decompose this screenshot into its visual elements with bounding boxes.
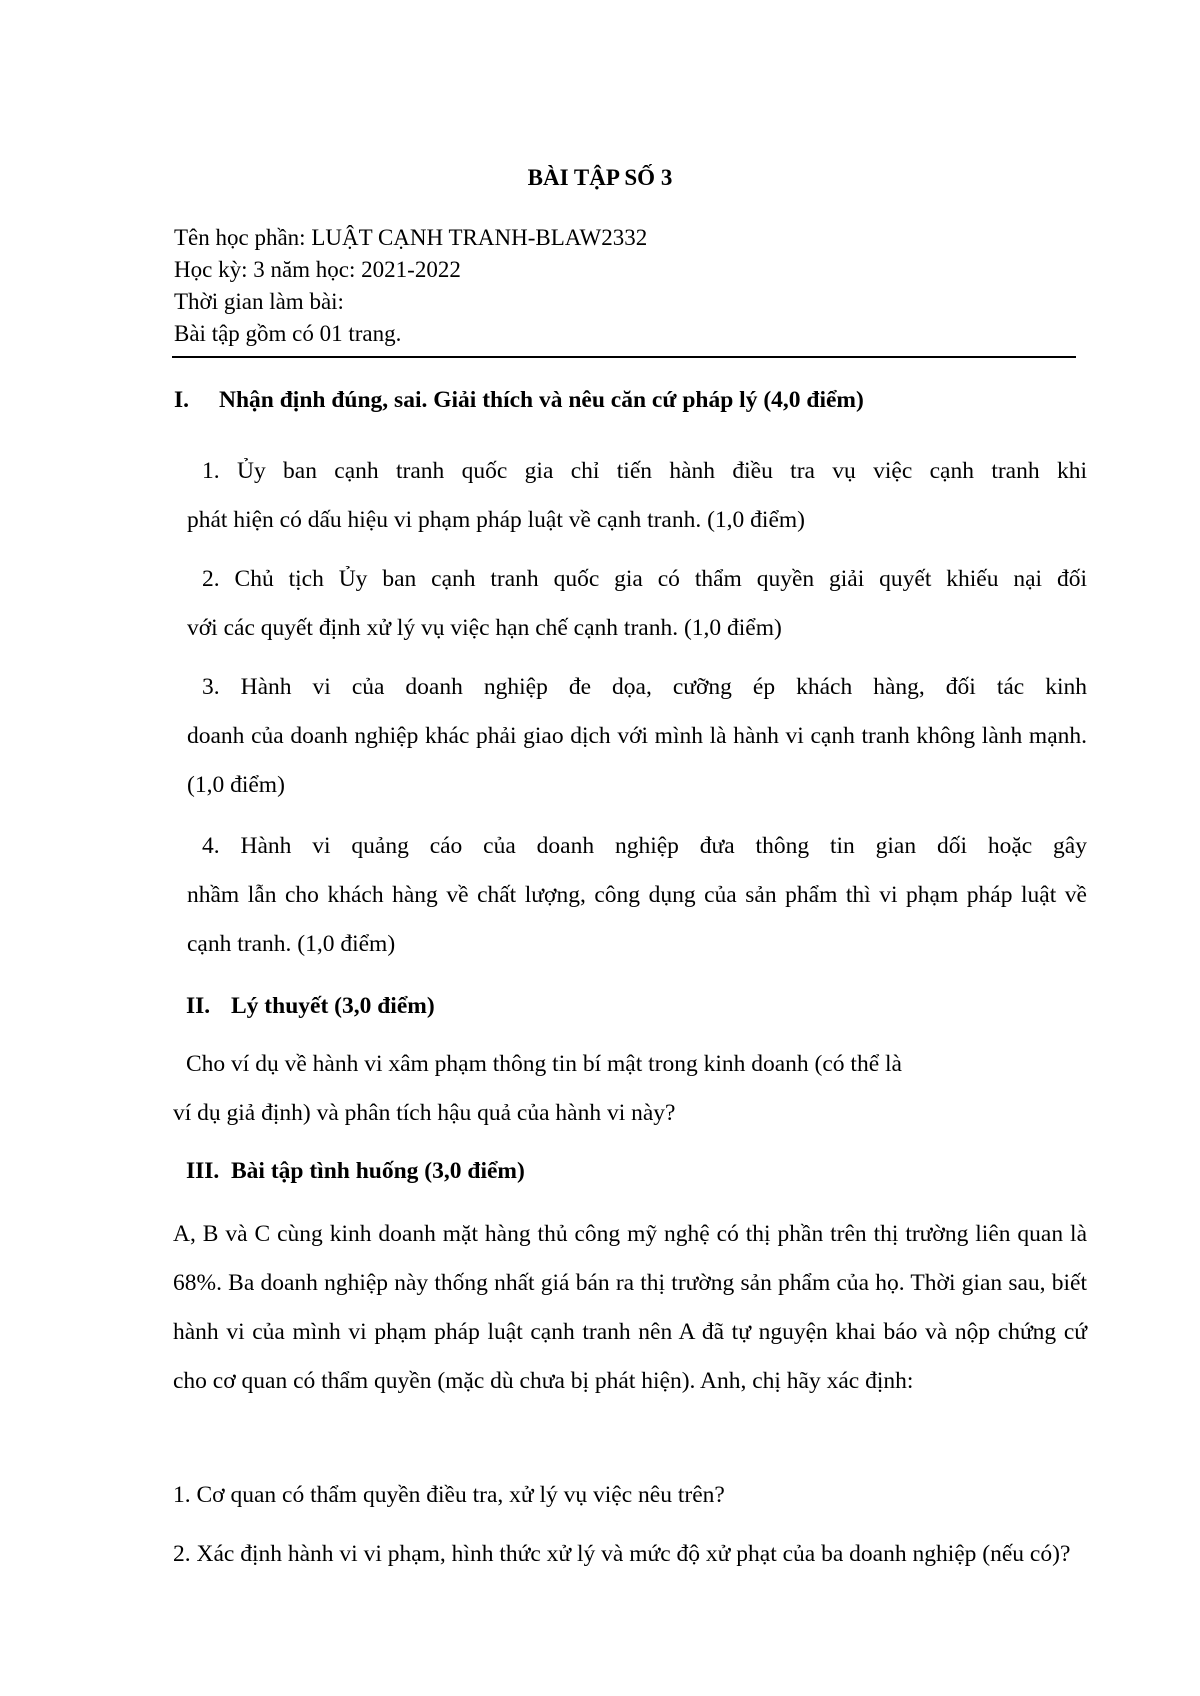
section-2-heading bbox=[186, 982, 435, 1031]
section-2-title: Lý thuyết (3,0 điểm) bbox=[231, 993, 435, 1019]
duration: Thời gian làm bài: bbox=[174, 289, 344, 314]
case-question-2: 2. Xác định hành vi vi phạm, hình thức xử lý và mức độ xử phạt của ba doanh nghiệp (nếu có)? bbox=[173, 1541, 1071, 1567]
section-1-number: I. bbox=[174, 387, 190, 413]
statement-1-line1: 1. Ủy ban cạnh tranh quốc gia chỉ tiến hành điều tra vụ việc cạnh tranh khi bbox=[202, 458, 1087, 484]
statement-4-line1: 4. Hành vi quảng cáo của doanh nghiệp đưa thông tin gian dối hoặc gây bbox=[202, 833, 1087, 859]
statement-4 bbox=[187, 822, 1087, 969]
statement-3-rest: doanh của doanh nghiệp khác phải giao dịch với mình là hành vi cạnh tranh không lành mạnh. (1,0 điểm) bbox=[187, 723, 1087, 798]
header-divider bbox=[172, 356, 1076, 358]
statement-2-line1: 2. Chủ tịch Ủy ban cạnh tranh quốc gia có thẩm quyền giải quyết khiếu nại đối bbox=[202, 566, 1087, 592]
section-3-number: III. bbox=[186, 1158, 220, 1184]
statement-3 bbox=[187, 663, 1087, 810]
section-3-title: Bài tập tình huống (3,0 điểm) bbox=[231, 1158, 525, 1184]
course-name: Tên học phần: LUẬT CẠNH TRANH-BLAW2332 bbox=[174, 225, 648, 250]
statement-1-rest: phát hiện có dấu hiệu vi phạm pháp luật về cạnh tranh. (1,0 điểm) bbox=[187, 507, 805, 533]
case-scenario: A, B và C cùng kinh doanh mặt hàng thủ công mỹ nghệ có thị phần trên thị trường liên quan là 68%. Ba doanh nghiệp này thống nhất giá bán ra thị trường sản phẩm của họ. Thời gian sau, biết hành vi của mình vi phạm pháp luật cạnh tranh nên A đã tự nguyện khai báo và nộp chứng cứ cho cơ quan có thẩm quyền (mặc dù chưa bị phát hiện). Anh, chị hãy xác định: bbox=[173, 1221, 1087, 1394]
section-3-heading bbox=[186, 1147, 525, 1196]
section-1-title: Nhận định đúng, sai. Giải thích và nêu căn cứ pháp lý (4,0 điểm) bbox=[219, 387, 864, 413]
page-count: Bài tập gồm có 01 trang. bbox=[174, 321, 402, 346]
theory-question-line1: Cho ví dụ về hành vi xâm phạm thông tin bí mật trong kinh doanh (có thể là bbox=[186, 1051, 902, 1077]
statement-3-line1: 3. Hành vi của doanh nghiệp đe dọa, cưỡng ép khách hàng, đối tác kinh bbox=[202, 674, 1087, 700]
case-question-1: 1. Cơ quan có thẩm quyền điều tra, xử lý vụ việc nêu trên? bbox=[173, 1482, 725, 1508]
semester: Học kỳ: 3 năm học: 2021-2022 bbox=[174, 257, 461, 282]
document-title: BÀI TẬP SỐ 3 bbox=[527, 165, 673, 190]
section-2-number: II. bbox=[186, 993, 211, 1019]
section-1-heading bbox=[174, 376, 864, 425]
theory-question-line2: ví dụ giả định) và phân tích hậu quả của hành vi này? bbox=[173, 1100, 676, 1126]
course-info bbox=[174, 222, 647, 350]
statement-2-rest: với các quyết định xử lý vụ việc hạn chế cạnh tranh. (1,0 điểm) bbox=[187, 615, 782, 641]
statement-1 bbox=[187, 447, 1087, 545]
statement-4-rest: nhầm lẫn cho khách hàng về chất lượng, công dụng của sản phẩm thì vi phạm pháp luật về cạnh tranh. (1,0 điểm) bbox=[187, 882, 1087, 957]
statement-2 bbox=[187, 555, 1087, 653]
